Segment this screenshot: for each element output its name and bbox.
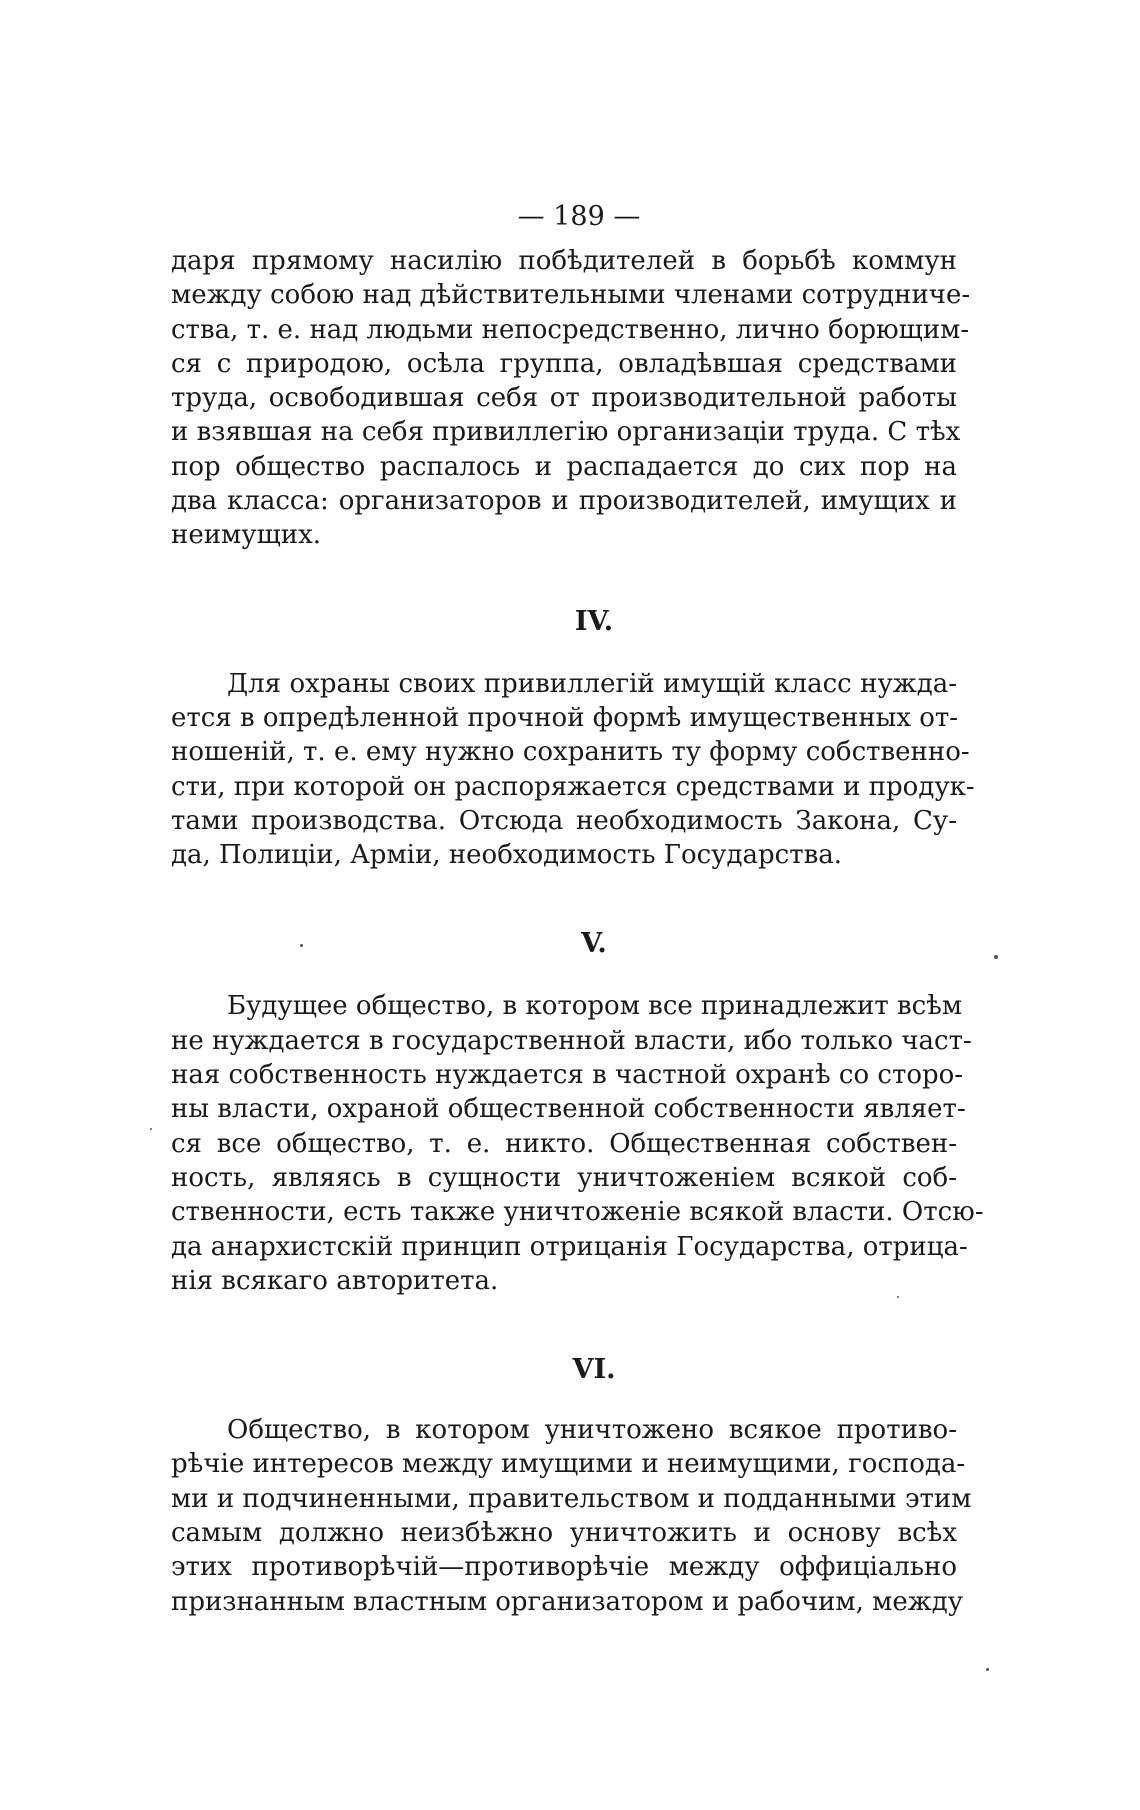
scan-speck: [150, 1128, 152, 1130]
text-line: ся все общество, т. е. никто. Общественная собствен-: [171, 1128, 957, 1159]
paragraph-1: [171, 244, 971, 553]
text-line: два класса: организаторов и производителей, имущих и: [171, 486, 957, 517]
text-line: да, Полиціи, Арміи, необходимость Государства.: [171, 840, 842, 871]
section-heading-iv: IV.: [574, 605, 614, 637]
text-line: Для охраны своих привиллегій имущій класс нужда-: [227, 668, 957, 699]
text-line: ная собственность нуждается в частной охранѣ со сторо-: [171, 1060, 964, 1091]
page-number: — 189 —: [517, 201, 641, 232]
text-line: труда, освободившая себя от производительной работы: [171, 383, 957, 414]
text-line: ственности, есть также уничтоженіе всякой власти. Отсю-: [171, 1197, 984, 1228]
text-line: неимущих.: [171, 520, 321, 551]
text-line: между собою над дѣйствительными членами сотрудниче-: [171, 280, 971, 311]
text-line: тами производства. Отсюда необходимость Закона, Су-: [171, 805, 957, 836]
paragraph-2: [171, 667, 975, 873]
text-line: не нуждается в государственной власти, ибо только част-: [171, 1025, 972, 1056]
text-line: ми и подчиненными, правительством и подданными этим: [171, 1483, 972, 1514]
scan-speck: [300, 944, 303, 947]
text-line: Будущее общество, в котором все принадлежит всѣм: [227, 991, 963, 1022]
text-line: ность, являясь в сущности уничтоженіем всякой соб-: [171, 1162, 957, 1193]
text-line: самым должно неизбѣжно уничтожить и основу всѣх: [171, 1518, 957, 1549]
text-line: сти, при которой он распоряжается средствами и продук-: [171, 771, 975, 802]
text-line: пор общество распалось и распадается до сих пор на: [171, 451, 957, 482]
book-page: [171, 190, 984, 1619]
text-line: даря прямому насилію побѣдителей в борьбѣ коммун: [171, 246, 957, 276]
paragraph-3: [171, 989, 984, 1298]
text-line: Общество, в котором уничтожено всякое противо-: [227, 1415, 957, 1446]
text-line: этих противорѣчій—противорѣчіе между оффиціально: [171, 1552, 957, 1583]
text-line: ства, т. е. над людьми непосредственно, лично борющим-: [171, 314, 970, 345]
text-line: нія всякаго авторитета.: [171, 1265, 499, 1296]
section-heading-v: V.: [581, 928, 607, 960]
text-line: ется в опредѣленной прочной формѣ имущественных от-: [171, 702, 959, 733]
text-line: рѣчіе интересов между имущими и неимущими, господа-: [171, 1449, 966, 1480]
scan-speck: [897, 1296, 899, 1298]
text-line: да анархистскій принцип отрицанія Государства, отрица-: [171, 1231, 968, 1262]
scan-speck: [994, 955, 998, 959]
text-line: ся с природою, осѣла группа, овладѣвшая средствами: [171, 348, 957, 379]
text-line: ны власти, охраной общественной собственности являет-: [171, 1094, 966, 1125]
paragraph-4: [171, 1413, 972, 1619]
text-line: признанным властным организатором и рабочим, между: [171, 1586, 963, 1617]
text-line: и взявшая на себя привиллегію организаціи труда. С тѣх: [171, 417, 961, 448]
scan-speck: [986, 1668, 989, 1671]
section-heading-vi: VI.: [572, 1354, 616, 1386]
text-line: ношеній, т. е. ему нужно сохранить ту форму собственно-: [171, 737, 970, 768]
